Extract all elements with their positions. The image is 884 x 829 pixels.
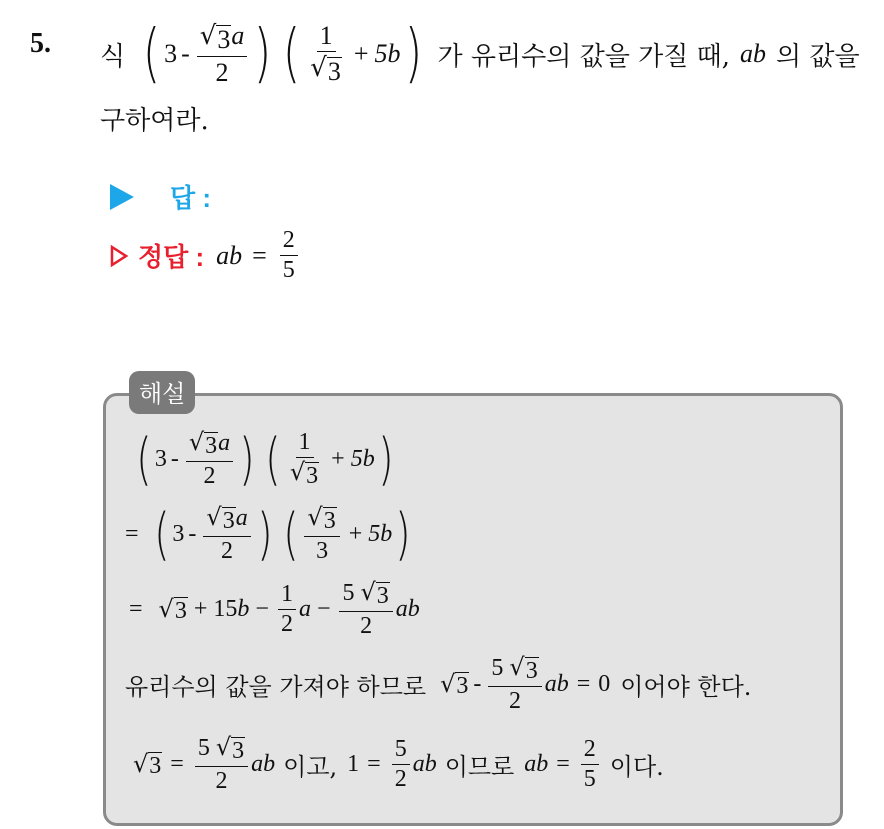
question-prefix: 식: [100, 41, 126, 72]
correct-answer-label: 정답 :: [138, 242, 205, 273]
solution-line-5: √ 3 = 5 √ 3 2 ab 이고, 1 = $\frac{5}{2}$ ab 이므로 ab = $\frac{2}{5}$ 이다.: [133, 733, 664, 795]
correct-answer-row: 정답 : ab = $\frac{2}{5}$: [110, 228, 301, 283]
fraction: √ 3 a 2: [197, 22, 248, 87]
question-line-2: 구하여라.: [100, 106, 209, 136]
answer-label: 답 :: [170, 183, 211, 213]
answer-row: [110, 178, 211, 215]
question-line-1: 식 ( 3 - √ 3 a 2 ) ( 1 √ 3 + 5b ) 가 유리수의 값을 가질 때, ab 의 값을: [100, 17, 860, 91]
solution-line-1: ( 3 - √ 3 a 2 ) ( 1 √ 3 + 5b ): [136, 426, 394, 492]
fraction: 1 √ 3: [310, 20, 341, 86]
question-number: 5.: [30, 28, 51, 59]
solution-badge: 해설: [129, 371, 195, 414]
solution-line-2: = ( 3 - √ 3 a 2 ) ( √ 3 3 + 5b ): [125, 501, 411, 567]
outline-triangle-icon: [110, 245, 128, 267]
fraction: $\frac{2}{5}$: [280, 228, 298, 283]
play-triangle-icon: [110, 184, 134, 210]
solution-line-3: = √ 3 + 15 b − $\frac{1}{2}$ a − 5 √ 3 2 ab: [129, 578, 420, 640]
solution-line-4: 유리수의 값을 가져야 하므로 √ 3 - 5 √ 3 2 ab = 0 이어야 한다.: [125, 653, 752, 715]
